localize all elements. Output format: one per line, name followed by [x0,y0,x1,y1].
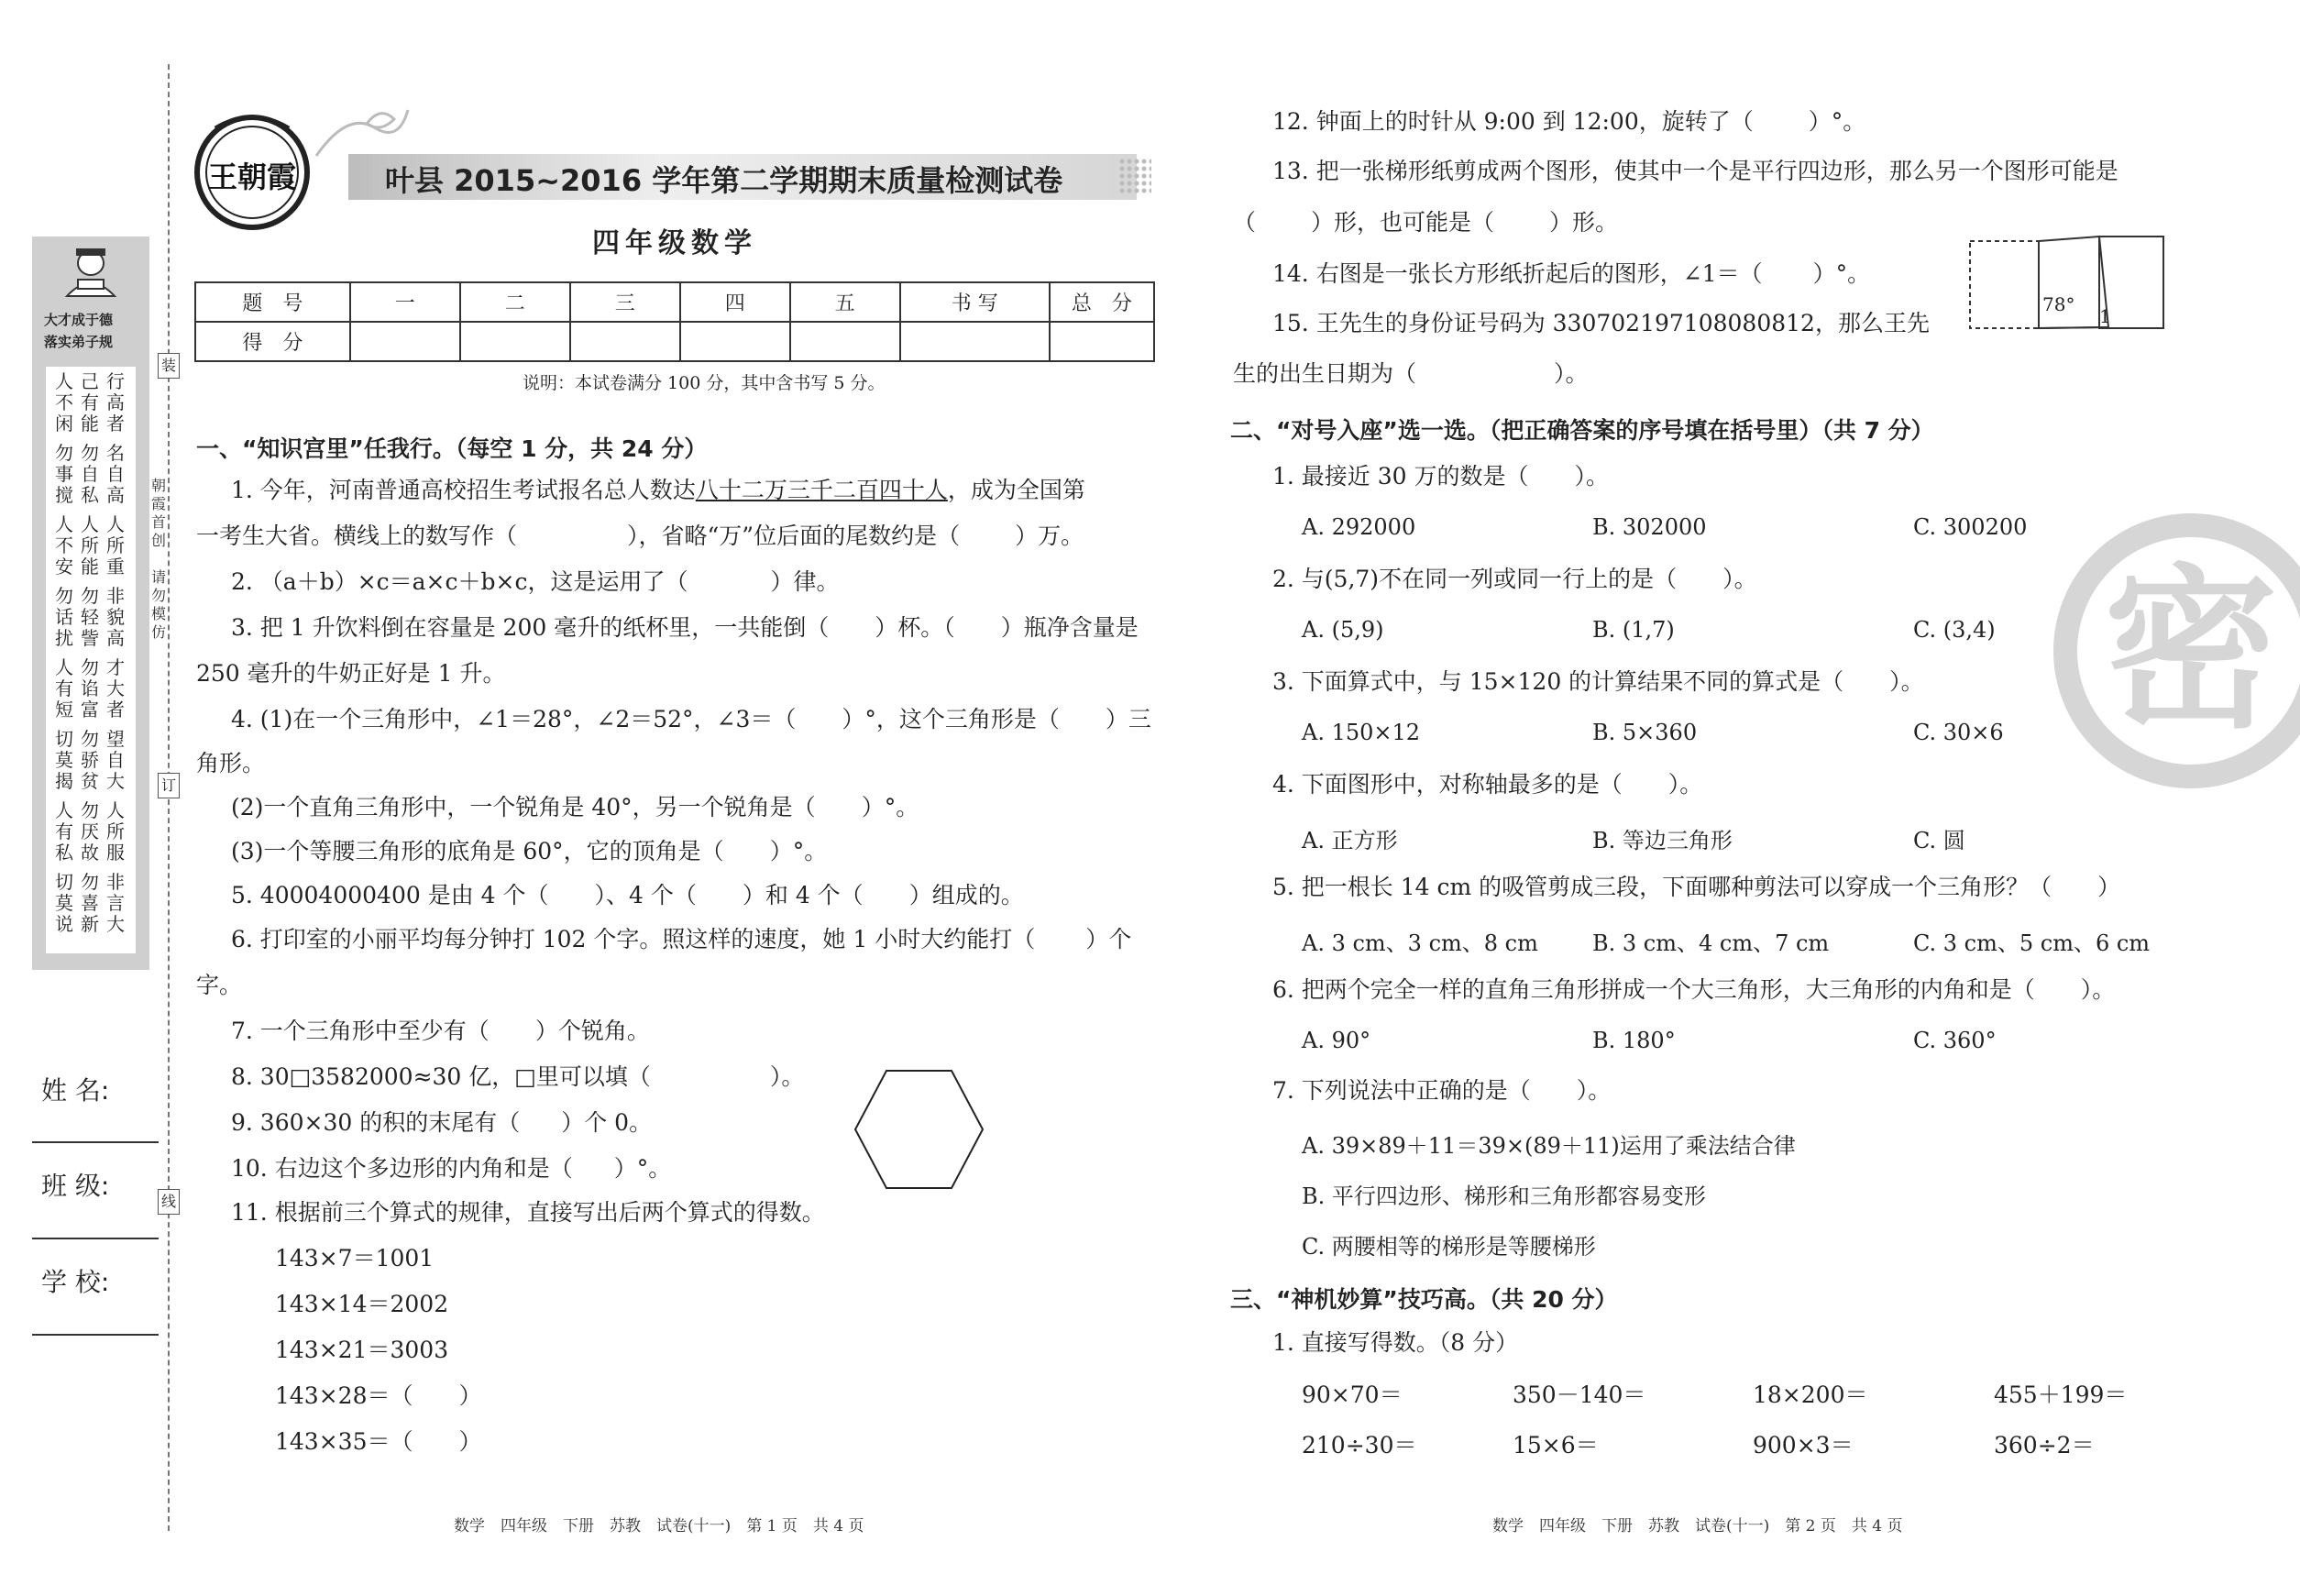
calc-item: 455＋199＝ [1994,1381,2128,1408]
question-8: 8. 30□3582000≈30 亿，□里可以填（ ）。 [231,1063,805,1090]
name-field[interactable] [32,1141,159,1143]
score-header-cell: 一 [350,282,460,322]
mc-option[interactable]: B. 等边三角形 [1592,828,1733,853]
mc-question: 1. 最接近 30 万的数是（ ）。 [1272,463,1610,490]
motto-head-2: 落实弟子规 [44,334,114,350]
mc-option[interactable]: A. 90° [1302,1028,1371,1053]
mc-option[interactable]: B. 3 cm、4 cm、7 cm [1592,930,1830,956]
mc-question: 3. 下面算式中，与 15×120 的计算结果不同的算式是（ ）。 [1272,668,1924,695]
question-6: 6. 打印室的小丽平均每分钟打 102 个字。照这样的速度，她 1 小时大约能打（ ）个 [231,926,1132,952]
mc-question: 4. 下面图形中，对称轴最多的是（ ）。 [1272,771,1703,798]
question-1-cont: 一考生大省。横线上的数写作（ ），省略“万”位后面的尾数约是（ ）万。 [196,523,1084,549]
question-2: 2. （a＋b）×c＝a×c＋b×c，这是运用了（ ）律。 [231,568,840,595]
question-1: 1. 今年，河南普通高校招生考试报名总人数达八十二万三千二百四十人，成为全国第 [231,477,1085,503]
calc-item: 15×6＝ [1513,1432,1599,1458]
score-table [194,281,1155,362]
dot-pattern [1118,158,1151,194]
mc-question-7: 7. 下列说法中正确的是（ ）。 [1272,1077,1612,1104]
question-3: 3. 把 1 升饮料倒在容量是 200 毫升的纸杯里，一共能倒（ ）杯。（ ）瓶净含量是 [231,614,1139,641]
class-label: 班 级: [41,1171,110,1201]
score-cell[interactable] [790,322,900,361]
score-header-cell: 五 [790,282,900,322]
motto-column: 勿喜新 [81,871,99,935]
motto-column: 己有能 [81,370,99,435]
page2-footer: 数学 四年级 下册 苏教 试卷(十一) 第 2 页 共 4 页 [1492,1517,1903,1535]
score-cell[interactable] [570,322,680,361]
fig-angle-1: 1 [2099,305,2111,327]
fig-angle-78: 78° [2042,293,2075,315]
motto-column: 勿事搅 [55,442,73,506]
mc7-option-a[interactable]: A. 39×89＋11＝39×(89＋11)运用了乘法结合律 [1302,1133,1796,1159]
score-cell[interactable] [1050,322,1154,361]
mc-option[interactable]: A. 150×12 [1302,720,1421,745]
mc-option[interactable]: C. 360° [1913,1028,1997,1053]
score-cell[interactable] [350,322,460,361]
calc-item: 360÷2＝ [1994,1432,2095,1458]
name-label: 姓 名: [41,1075,110,1106]
score-header-cell: 四 [680,282,790,322]
motto-column: 才大者 [106,656,125,721]
question-10: 10. 右边这个多边形的内角和是（ ）°。 [231,1155,672,1182]
q11-equation: 143×14＝2002 [275,1291,449,1317]
motto-column: 望自大 [106,728,125,792]
motto-column: 人有短 [55,656,73,721]
mc-option[interactable]: B. 180° [1592,1028,1676,1053]
mc-option[interactable]: C. 3 cm、5 cm、6 cm [1913,930,2151,956]
score-header-cell: 题 号 [195,282,350,322]
score-value-row [195,322,1154,361]
score-header-row [195,282,1154,322]
question-13: 13. 把一张梯形纸剪成两个图形，使其中一个是平行四边形，那么另一个图形可能是 [1272,158,2118,184]
motto-column: 非言大 [106,871,125,935]
calc-item: 900×3＝ [1753,1432,1854,1458]
motto-column: 勿话扰 [55,585,73,649]
mc7-option-b[interactable]: B. 平行四边形、梯形和三角形都容易变形 [1302,1183,1706,1209]
motto-column: 人有私 [55,799,73,864]
motto-column: 人不闲 [55,370,73,435]
motto-column: 勿轻訾 [81,585,99,649]
question-7: 7. 一个三角形中至少有（ ）个锐角。 [231,1018,650,1044]
calc-item: 210÷30＝ [1302,1432,1417,1458]
q11-equation: 143×21＝3003 [275,1337,449,1363]
question-3-cont: 250 毫升的牛奶正好是 1 升。 [196,660,506,687]
confidential-watermark [2053,513,2300,788]
mc-option[interactable]: A. 正方形 [1302,828,1398,853]
binding-mark-2: 订 [158,773,180,798]
mc-option[interactable]: A. 292000 [1302,514,1416,540]
score-header-cell: 三 [570,282,680,322]
question-13-cont: （ ）形，也可能是（ ）形。 [1233,209,1619,236]
score-header-cell: 二 [460,282,570,322]
score-cell[interactable] [680,322,790,361]
mc-option[interactable]: B. (1,7) [1592,617,1675,643]
motto-column: 名自高 [106,442,125,506]
motto-column: 非貌高 [106,585,125,649]
question-11: 11. 根据前三个算式的规律，直接写出后两个算式的得数。 [231,1199,825,1226]
mc-option[interactable]: A. (5,9) [1302,617,1384,643]
page1-footer: 数学 四年级 下册 苏教 试卷(十一) 第 1 页 共 4 页 [454,1517,864,1535]
mc-option[interactable]: B. 5×360 [1592,720,1698,745]
calc-item: 90×70＝ [1302,1381,1403,1408]
calc-item: 350－140＝ [1513,1381,1646,1408]
motto-column: 人所服 [106,799,125,864]
mc-question: 6. 把两个完全一样的直角三角形拼成一个大三角形，大三角形的内角和是（ ）。 [1272,976,2116,1003]
exam-title: 叶县 2015~2016 学年第二学期期末质量检测试卷 [385,163,1063,198]
question-15-cont: 生的出生日期为（ ）。 [1233,360,1589,387]
folded-paper-figure [1966,234,2168,335]
motto-column: 行高者 [106,370,125,435]
s3-question-1: 1. 直接写得数。（8 分） [1272,1329,1519,1356]
school-label: 学 校: [41,1267,110,1297]
question-5: 5. 40004000400 是由 4 个（ ）、4 个（ ）和 4 个（ ）组成的。 [231,882,1024,908]
section2-title: 二、“对号入座”选一选。（把正确答案的序号填在括号里）（共 7 分） [1230,417,1934,444]
vertical-note-2: 请勿模仿 [150,568,166,641]
brand-logo [188,108,316,237]
motto-column: 人所能 [81,513,99,578]
motto-head-1: 大才成于德 [44,312,114,328]
q11-equation: 143×28＝（ ） [275,1382,482,1409]
motto-column: 勿厌故 [81,799,99,864]
score-header-cell: 书 写 [900,282,1050,322]
motto-column: 勿谄富 [81,656,99,721]
q11-equation: 143×35＝（ ） [275,1428,482,1455]
score-cell[interactable] [900,322,1050,361]
motto-column: 勿骄贫 [81,728,99,792]
class-field[interactable] [32,1238,159,1239]
exam-note: 说明：本试卷满分 100 分，其中含书写 5 分。 [523,373,886,393]
motto-column: 切莫揭 [55,728,73,792]
question-4-1-cont: 角形。 [196,750,266,776]
mc-option[interactable]: C. (3,4) [1913,617,1996,643]
question-14: 14. 右图是一张长方形纸折起后的图形，∠1＝（ ）°。 [1272,260,1871,287]
hexagon-figure [853,1068,985,1192]
question-4-2: (2)一个直角三角形中，一个锐角是 40°，另一个锐角是（ ）°。 [231,794,919,820]
binding-mark-3: 线 [158,1189,180,1215]
score-header-cell: 总 分 [1050,282,1154,322]
vertical-note-1: 朝霞首创 [150,477,166,549]
section3-title: 三、“神机妙算”技巧高。（共 20 分） [1230,1286,1618,1313]
score-row-label: 得 分 [195,322,350,361]
mc-question: 2. 与(5,7)不在同一列或同一行上的是（ ）。 [1272,566,1757,592]
binding-mark-1: 装 [158,353,180,379]
calc-item: 18×200＝ [1753,1381,1868,1408]
question-4-3: (3)一个等腰三角形的底角是 60°，它的顶角是（ ）°。 [231,838,828,864]
mc-option[interactable]: C. 圆 [1913,828,1965,853]
mc-question: 5. 把一根长 14 cm 的吸管剪成三段，下面哪种剪法可以穿成一个三角形？（ ） [1272,874,2121,900]
motto-column: 人所重 [106,513,125,578]
school-field[interactable] [32,1334,159,1336]
mc7-option-c[interactable]: C. 两腰相等的梯形是等腰梯形 [1302,1234,1596,1260]
mc-option[interactable]: C. 30×6 [1913,720,2004,745]
watermark-char: 密 [2103,549,2278,752]
q11-equation: 143×7＝1001 [275,1245,435,1271]
question-12: 12. 钟面上的时针从 9:00 到 12:00，旋转了（ ）°。 [1272,108,1866,135]
question-4-1: 4. (1)在一个三角形中，∠1＝28°，∠2＝52°，∠3＝（ ）°，这个三角形是（ ）三 [231,706,1151,732]
q1-underlined-number: 八十二万三千二百四十人 [695,477,948,503]
mc-option[interactable]: C. 300200 [1913,514,2028,540]
motto-column: 勿自私 [81,442,99,506]
score-cell[interactable] [460,322,570,361]
question-15: 15. 王先生的身份证号码为 330702197108080812，那么王先 [1272,310,1930,336]
mc-option[interactable]: A. 3 cm、3 cm、8 cm [1302,930,1538,956]
question-9: 9. 360×30 的积的末尾有（ ）个 0。 [231,1109,653,1136]
section1-title: 一、“知识宫里”任我行。（每空 1 分，共 24 分） [196,435,708,462]
brand-name: 王朝霞 [207,160,297,194]
mc-option[interactable]: B. 302000 [1592,514,1707,540]
exam-subtitle: 四年级数学 [592,227,757,259]
question-6-cont: 字。 [196,972,243,998]
motto-column: 切莫说 [55,871,73,935]
motto-column: 人不安 [55,513,73,578]
